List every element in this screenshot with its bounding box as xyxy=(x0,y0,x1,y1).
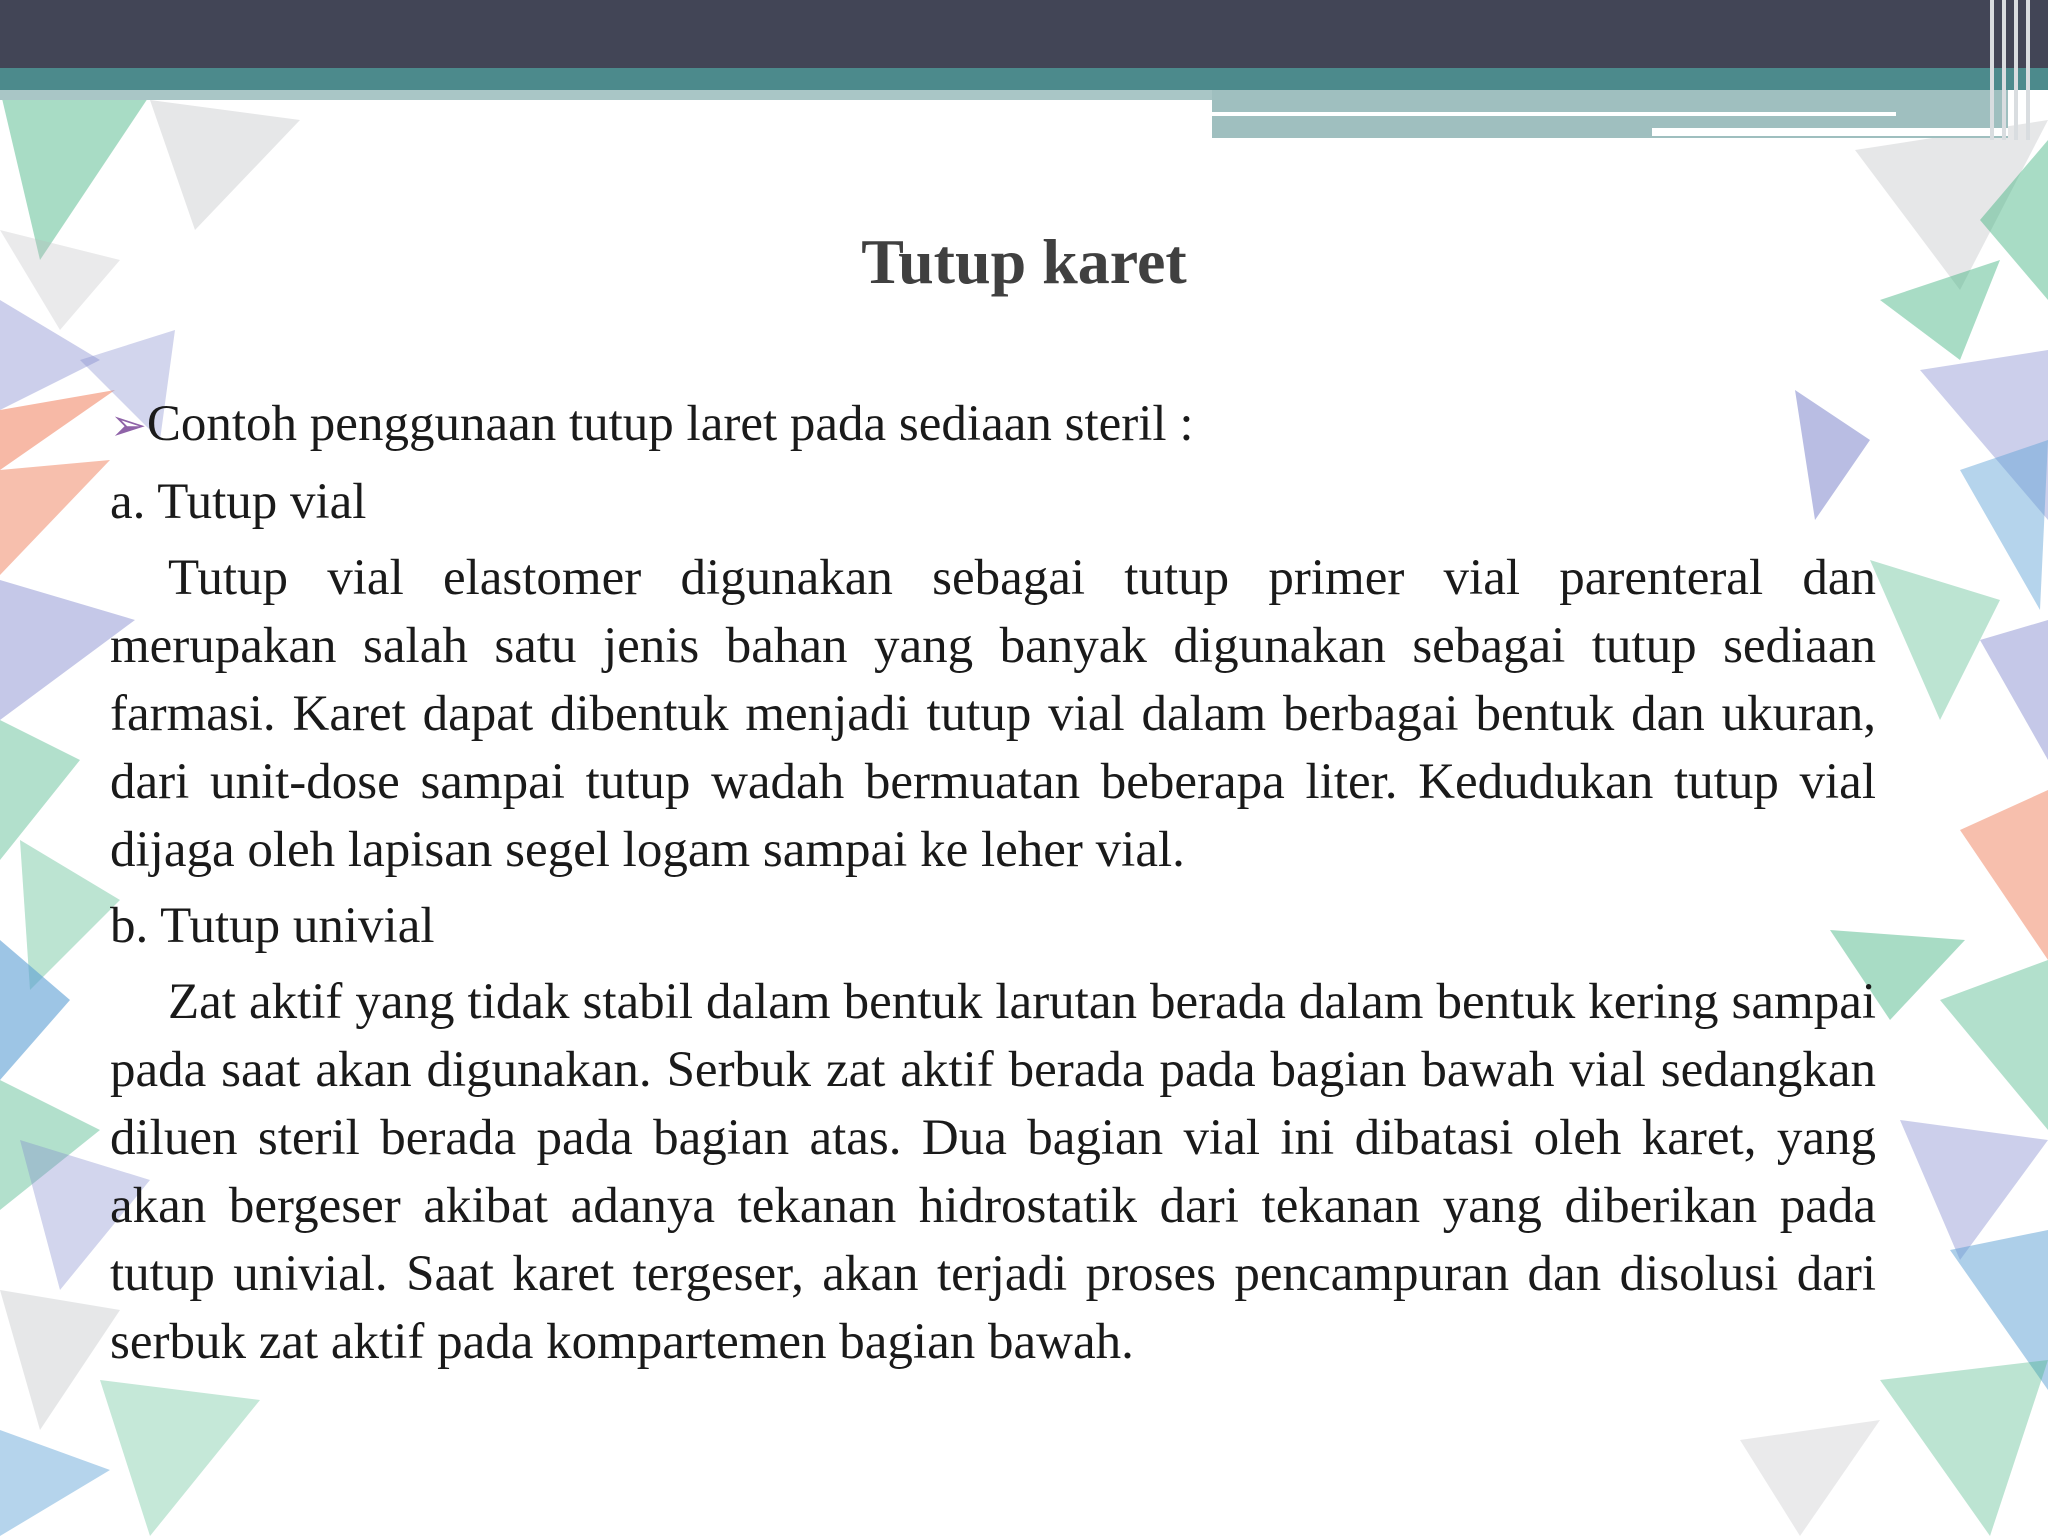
item-paragraph: Tutup vial elastomer digunakan sebagai tutup primer vial parenteral dan merupakan salah satu jenis bahan yang banyak digunakan sebagai tutup sediaan farmasi. Karet dapat dibentuk menjadi tutup vial dalam berbagai bentuk dan ukuran, dari unit-dose sampai tutup wadah bermuatan beberapa liter. Kedudukan tutup vial dijaga oleh lapisan segel logam sampai ke leher vial. xyxy=(110,550,1876,878)
item-heading: a. Tutup vial xyxy=(110,474,367,530)
intro-text: Contoh penggunaan tutup laret pada sediaan steril : xyxy=(146,396,1194,452)
intro-line xyxy=(110,390,1876,460)
slide-title: Tutup karet xyxy=(861,226,1187,297)
arrow-bullet-icon: ➢ xyxy=(110,401,147,450)
item-paragraph: Zat aktif yang tidak stabil dalam bentuk larutan berada dalam bentuk kering sampai pada saat akan digunakan. Serbuk zat aktif berada pada bagian bawah vial sedangkan diluen steril berada pada bagian atas. Dua bagian vial ini dibatasi oleh karet, yang akan bergeser akibat adanya tekanan hidrostatik dari tekanan yang diberikan pada tutup univial. Saat karet tergeser, akan terjadi proses pencampuran dan disolusi dari serbuk zat aktif pada kompartemen bagian bawah. xyxy=(110,974,1876,1370)
slide-body xyxy=(110,390,1876,1384)
item-heading: b. Tutup univial xyxy=(110,898,435,954)
